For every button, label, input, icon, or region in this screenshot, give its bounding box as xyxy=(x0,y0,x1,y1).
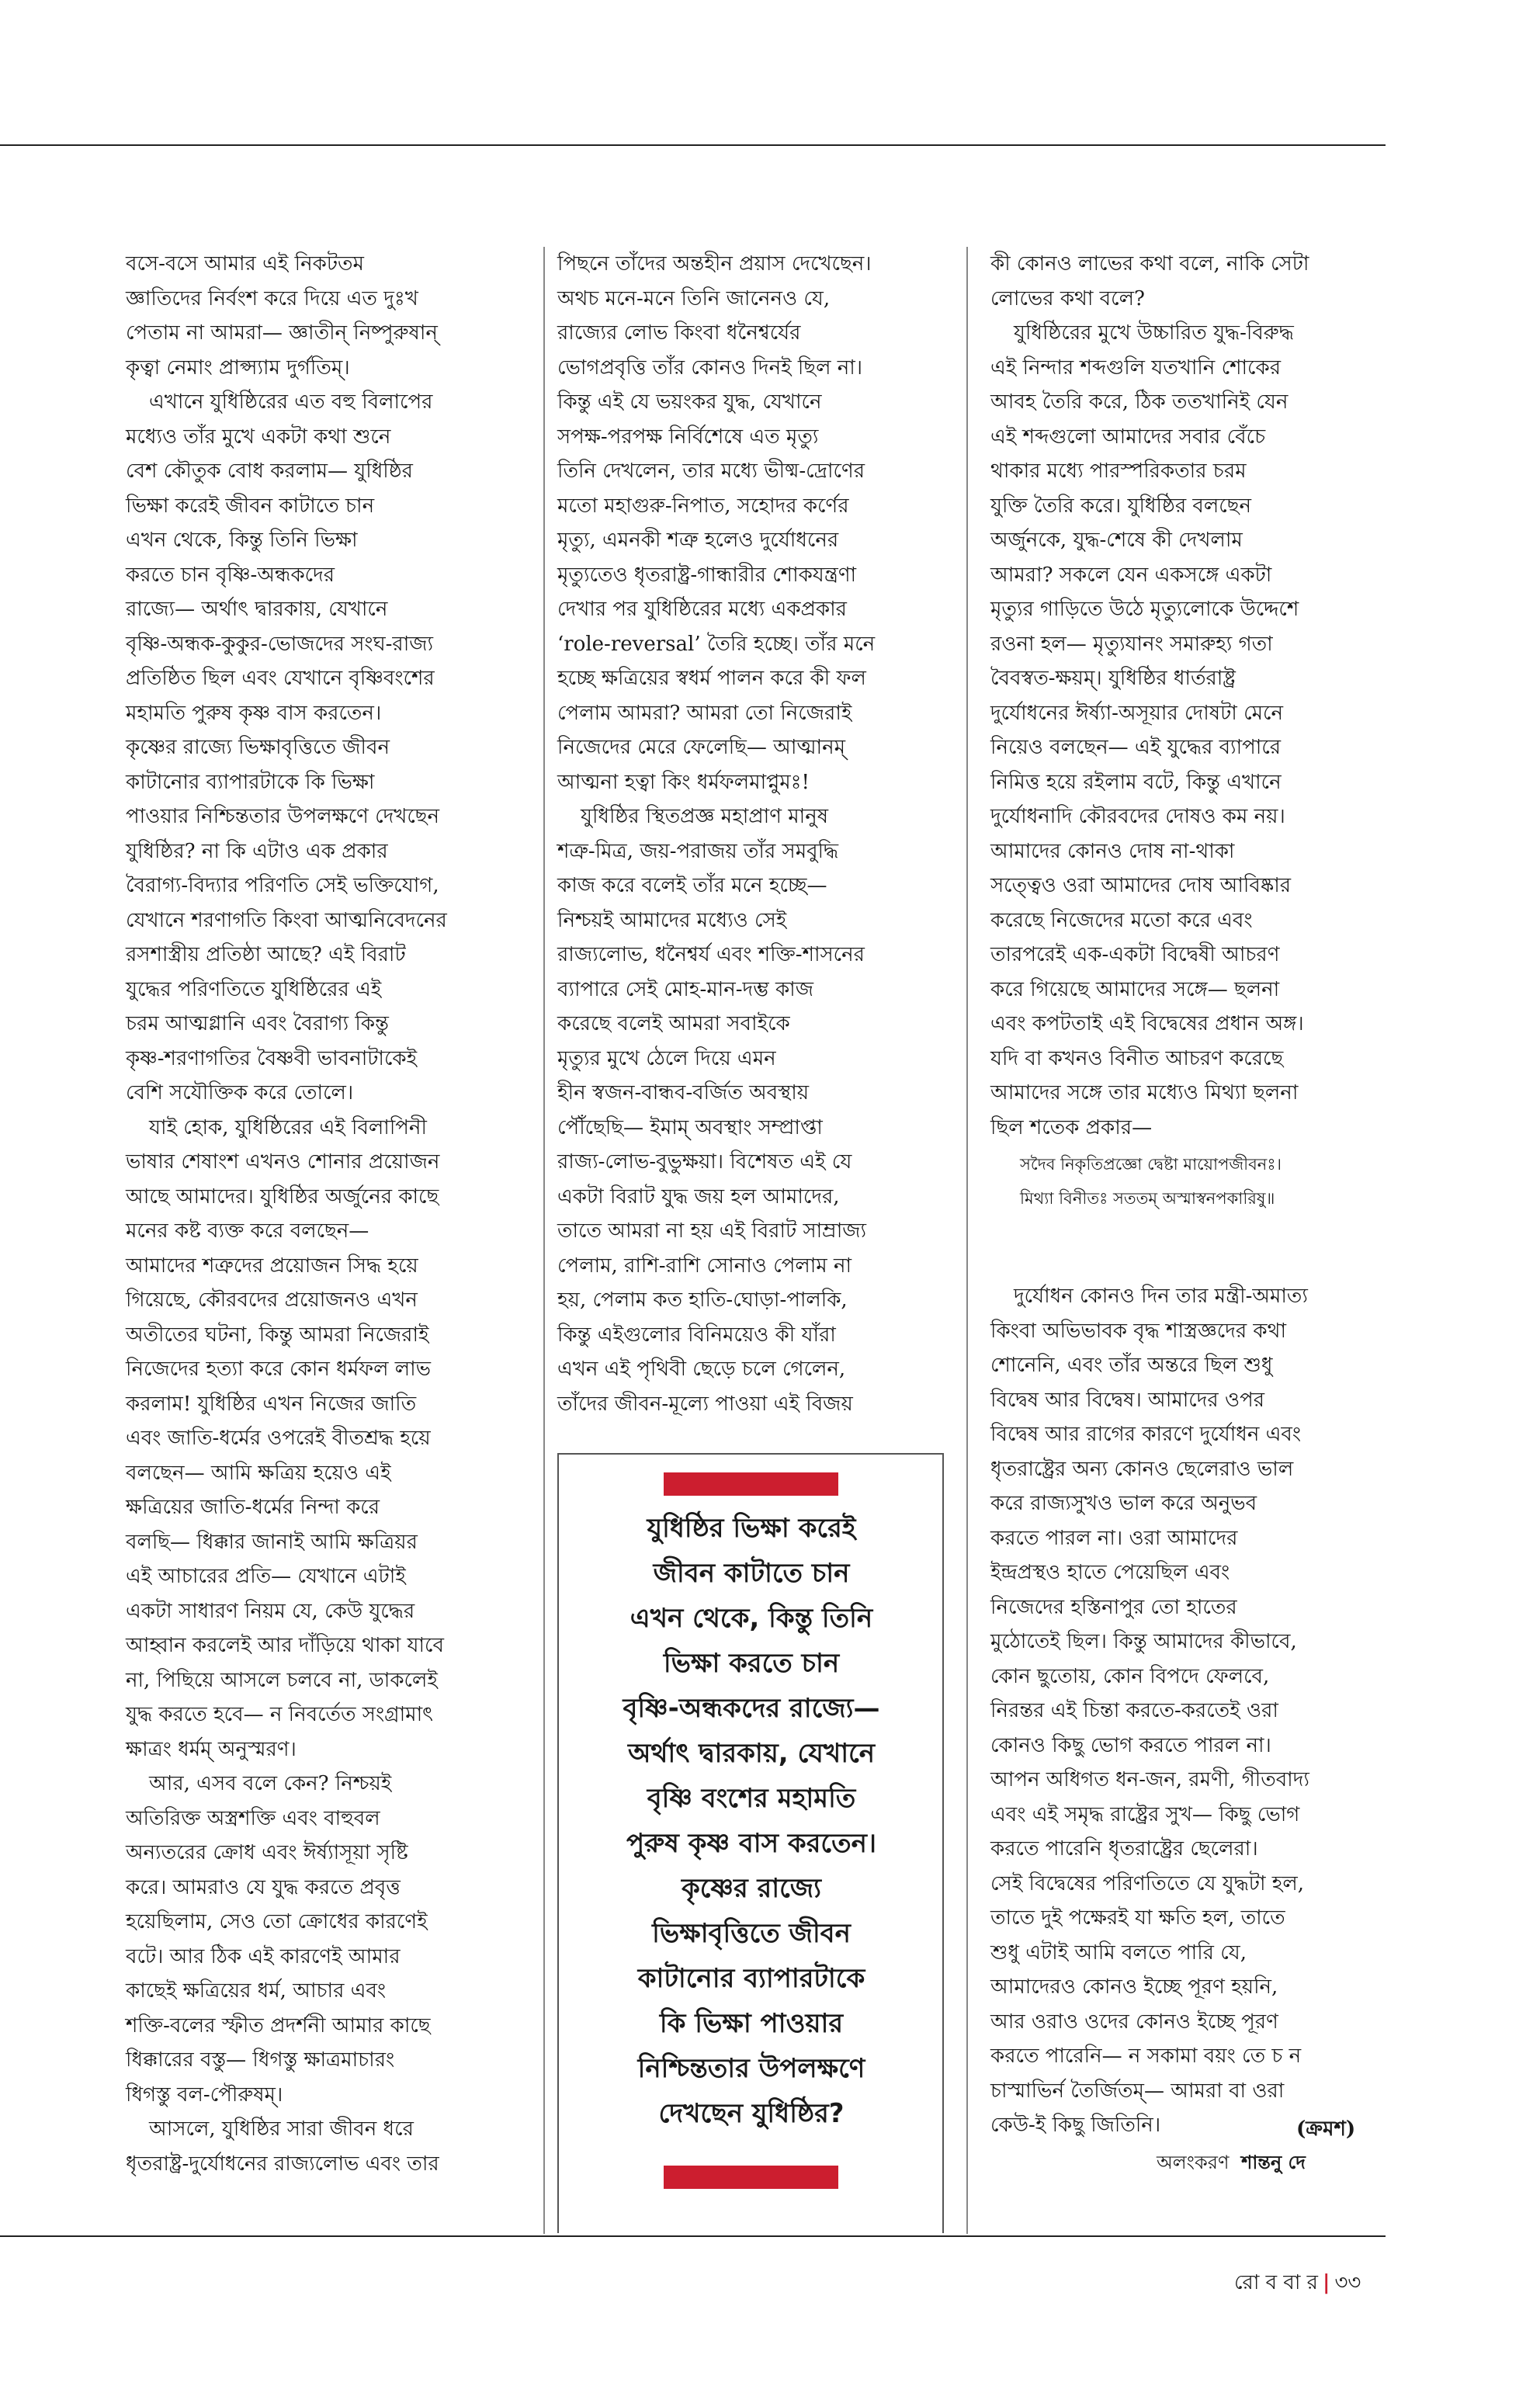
text-line: ক্ষাত্রং ধর্মম্ অনুস্মরণ। xyxy=(126,1737,297,1761)
text-line: নিশ্চয়ই আমাদের মধ্যেও সেই xyxy=(557,908,787,932)
text-line: অথচ মনে-মনে তিনি জানেনও যে, xyxy=(557,286,831,310)
text-line: অতিরিক্ত অস্ত্রশক্তি এবং বাহুবল xyxy=(126,1806,380,1830)
text-line: আমাদের সঙ্গে তার মধ্যেও মিথ্যা ছলনা xyxy=(990,1081,1299,1105)
text-line: করতে চান বৃষ্ণি-অন্ধকদের xyxy=(126,563,335,587)
text-line: যেখানে শরণাগতি কিংবা আত্মনিবেদনের xyxy=(126,908,447,932)
article-column-2 xyxy=(557,247,945,1421)
text-line: এই শব্দগুলো আমাদের সবার বেঁচে xyxy=(990,425,1266,449)
text-line: কিংবা অভিভাবক বৃদ্ধ শাস্ত্রজ্ঞদের কথা xyxy=(990,1319,1286,1343)
text-line: এই নিন্দার শব্দগুলি যতখানি শোকের xyxy=(990,355,1282,380)
text-line: করে। আমরাও যে যুদ্ধ করতে প্রবৃত্ত xyxy=(126,1875,401,1899)
text-line: রাজ্যের লোভ কিংবা ধনৈশ্বর্যের xyxy=(557,321,801,345)
text-line: নিজেদের হত্যা করে কোন ধর্মফল লাভ xyxy=(126,1358,432,1381)
text-line: সত্ত্বেও ওরা আমাদের দোষ আবিষ্কার xyxy=(990,874,1292,897)
pull-quote-line: কাটানোর ব্যাপারটাকে xyxy=(637,1963,865,1994)
text-line: রাজ্য-লোভ-বুভুক্ষয়া। বিশেষত এই যে xyxy=(557,1150,852,1174)
text-line: না, পিছিয়ে আসলে চলবে না, ডাকলেই xyxy=(126,1668,438,1692)
article-column-1 xyxy=(126,247,514,2181)
text-line: রাজ্যে— অর্থাৎ দ্বারকায়, যেখানে xyxy=(126,598,388,621)
pull-quote-line: কি ভিক্ষা পাওয়ার xyxy=(659,2008,844,2039)
text-line: ধিগস্তু বল-পৌরুষম্। xyxy=(126,2083,283,2107)
text-line: সেই বিদ্বেষের পরিণতিতে যে যুদ্ধটা হল, xyxy=(990,1871,1305,1895)
text-line: আর ওরাও ওদের কোনও ইচ্ছে পূরণ xyxy=(990,2010,1278,2034)
text-line: পেতাম না আমরা— জ্ঞাতীন্ নিষ্পুরুষান্ xyxy=(126,321,438,345)
text-line: আসলে, যুধিষ্ঠির সারা জীবন ধরে xyxy=(149,2117,414,2141)
text-line: ক্ষত্রিয়ের জাতি-ধর্মের নিন্দা করে xyxy=(126,1496,380,1519)
page-number: ৩৩ xyxy=(1334,2271,1361,2294)
text-line: থাকার মধ্যে পারস্পরিকতার চরম xyxy=(990,460,1247,483)
text-line: করেছে বলেই আমরা সবাইকে xyxy=(557,1012,790,1035)
text-line: প্রতিষ্ঠিত ছিল এবং যেখানে বৃষ্ণিবংশের xyxy=(126,667,435,690)
text-line: মৃত্যুর মুখে ঠেলে দিয়ে এমন xyxy=(557,1046,776,1070)
text-line: তাতে দুই পক্ষেরই যা ক্ষতি হল, তাতে xyxy=(990,1906,1285,1930)
top-rule xyxy=(0,144,1386,146)
text-line: যাই হোক, যুধিষ্ঠিরের এই বিলাপিনী xyxy=(149,1115,427,1139)
text-line: রওনা হল— মৃত্যুযানং সমারুহ্য গতা xyxy=(990,632,1273,656)
text-line: শত্রু-মিত্র, জয়-পরাজয় তাঁর সমবুদ্ধি xyxy=(557,839,839,863)
text-line: বটে। আর ঠিক এই কারণেই আমার xyxy=(126,1944,401,1968)
bottom-rule xyxy=(0,2235,1386,2237)
text-line: আমাদের কোনও দোষ না-থাকা xyxy=(990,839,1235,863)
text-line: এবং কপটতাই এই বিদ্বেষের প্রধান অঙ্গ। xyxy=(990,1012,1304,1035)
text-line: কাছেই ক্ষত্রিয়ের ধর্ম, আচার এবং xyxy=(126,1979,387,2003)
text-line: দুর্যোধন কোনও দিন তার মন্ত্রী-অমাত্য xyxy=(1014,1285,1308,1308)
text-line: একটা বিরাট যুদ্ধ জয় হল আমাদের, xyxy=(557,1184,840,1209)
text-line: বেশি সযৌক্তিক করে তোলে। xyxy=(126,1081,354,1105)
folio xyxy=(1234,2266,1361,2301)
pull-quote-line: ভিক্ষাবৃত্তিতে জীবন xyxy=(652,1918,851,1949)
text-line: ভোগপ্রবৃত্তি তাঁর কোনও দিনই ছিল না। xyxy=(557,355,863,380)
text-line: নিয়েও বলছেন— এই যুদ্ধের ব্যাপারে xyxy=(990,736,1282,759)
text-line: করে গিয়েছে আমাদের সঙ্গে— ছলনা xyxy=(990,977,1280,1001)
text-line: বলছেন— আমি ক্ষত্রিয় হয়েও এই xyxy=(126,1461,391,1485)
text-line: ভিক্ষা করেই জীবন কাটাতে চান xyxy=(126,494,375,518)
text-line: বৃষ্ণি-অন্ধক-কুকুর-ভোজদের সংঘ-রাজ্য xyxy=(126,632,434,656)
text-line: সপক্ষ-পরপক্ষ নির্বিশেষে এত মৃত্যু xyxy=(557,425,819,449)
text-line: আমাদের শত্রুদের প্রয়োজন সিদ্ধ হয়ে xyxy=(126,1254,418,1278)
text-line: করলাম! যুধিষ্ঠির এখন নিজের জাতি xyxy=(126,1392,417,1416)
text-line: যুধিষ্ঠিরের মুখে উচ্চারিত যুদ্ধ-বিরুদ্ধ xyxy=(1014,321,1294,345)
text-line: পৌঁছেছি— ইমাম্ অবস্থাং সম্প্রাপ্তা xyxy=(557,1115,823,1139)
text-line: নিমিত্ত হয়ে রইলাম বটে, কিন্তু এখানে xyxy=(990,770,1282,794)
text-line: কিন্তু এই যে ভয়ংকর যুদ্ধ, যেখানে xyxy=(557,390,822,414)
text-line: হচ্ছে ক্ষত্রিয়ের স্বধর্ম পালন করে কী ফল xyxy=(557,667,866,690)
text-line: শোনেনি, এবং তাঁর অন্তরে ছিল শুধু xyxy=(990,1354,1273,1377)
text-line: এখন এই পৃথিবী ছেড়ে চলে গেলেন, xyxy=(557,1358,846,1381)
text-line: ধৃতরাষ্ট্রের অন্য কোনও ছেলেরাও ভাল xyxy=(990,1457,1294,1481)
pull-quote-line: যুধিষ্ঠির ভিক্ষা করেই xyxy=(647,1513,856,1544)
text-line: তাঁদের জীবন-মূল্যে পাওয়া এই বিজয় xyxy=(557,1392,853,1416)
text-line: বিদ্বেষ আর বিদ্বেষ। আমাদের ওপর xyxy=(990,1388,1265,1412)
text-line: আমরা? সকলে যেন একসঙ্গে একটা xyxy=(990,563,1272,587)
text-line: যুক্তি তৈরি করে। যুধিষ্ঠির বলছেন xyxy=(990,494,1251,518)
verse-line: সদৈব নিকৃতিপ্রজ্ঞো দ্বেষ্টা মায়োপজীবনঃ। xyxy=(1020,1155,1282,1174)
text-line: অন্যতরের ক্রোধ এবং ঈর্ষ্যাসূয়া সৃষ্টি xyxy=(126,1841,408,1864)
text-line: লোভের কথা বলে? xyxy=(990,286,1145,310)
text-line: কৃষ্ণ-শরণাগতির বৈষ্ণবী ভাবনাটাকেই xyxy=(126,1046,418,1070)
text-line: নিজেদের মেরে ফেলেছি— আত্মানম্ xyxy=(557,736,846,759)
pull-quote-bottom-bar xyxy=(664,2166,838,2189)
text-line: মৃত্যু, এমনকী শত্রু হলেও দুর্যোধনের xyxy=(557,529,839,552)
text-line: আমাদেরও কোনও ইচ্ছে পূরণ হয়নি, xyxy=(990,1975,1278,1999)
text-line: তাতে আমরা না হয় এই বিরাট সাম্রাজ্য xyxy=(557,1219,867,1243)
column-divider xyxy=(966,247,968,2234)
text-line: কৃষ্ণের রাজ্যে ভিক্ষাবৃত্তিতে জীবন xyxy=(126,736,390,759)
text-line: চাস্মাভির্ন তৈর্জিতম্— আমরা বা ওরা xyxy=(990,2079,1285,2103)
text-line: কেউ-ই কিছু জিতিনি। xyxy=(990,2114,1161,2137)
text-line: আবহ তৈরি করে, ঠিক ততখানিই যেন xyxy=(990,390,1289,414)
article-column-3-continued xyxy=(990,1279,1379,2143)
text-line: নিরন্তর এই চিন্তা করতে-করতেই ওরা xyxy=(990,1699,1278,1722)
illustration-credit xyxy=(1157,2148,1306,2180)
text-line: ‘role-reversal’ তৈরি হচ্ছে। তাঁর মনে xyxy=(557,632,876,656)
credit-label: অলংকরণ xyxy=(1157,2152,1230,2173)
text-line: এখন থেকে, কিন্তু তিনি ভিক্ষা xyxy=(126,529,358,552)
pull-quote-line: এখন থেকে, কিন্তু তিনি xyxy=(630,1603,873,1634)
pull-quote xyxy=(574,1506,928,2136)
article-column-3 xyxy=(990,247,1379,1145)
text-line: মতো মহাগুরু-নিপাত, সহোদর কর্ণের xyxy=(557,494,849,518)
text-line: করতে পারেনি— ন সকামা বয়ং তে চ ন xyxy=(990,2044,1302,2068)
pull-quote-line: বৃষ্ণি-অন্ধকদের রাজ্যে— xyxy=(623,1693,880,1724)
magazine-name: রো ব বা র xyxy=(1234,2271,1318,2294)
text-line: মহামতি পুরুষ কৃষ্ণ বাস করতেন। xyxy=(126,701,382,725)
text-line: পিছনে তাঁদের অন্তহীন প্রয়াস দেখেছেন। xyxy=(557,252,872,276)
text-line: হীন স্বজন-বান্ধব-বর্জিত অবস্থায় xyxy=(557,1081,810,1105)
text-line: করতে পারল না। ওরা আমাদের xyxy=(990,1526,1238,1550)
pull-quote-line: ভিক্ষা করতে চান xyxy=(663,1648,840,1679)
text-line: আছে আমাদের। যুধিষ্ঠির অর্জুনের কাছে xyxy=(126,1184,439,1209)
text-line: বসে-বসে আমার এই নিকটতম xyxy=(126,252,364,276)
text-line: পাওয়ার নিশ্চিন্ততার উপলক্ষণে দেখছেন xyxy=(126,805,440,828)
text-line: করতে পারেনি ধৃতরাষ্ট্রের ছেলেরা। xyxy=(990,1837,1258,1861)
text-line: হয়েছিলাম, সেও তো ক্রোধের কারণেই xyxy=(126,1910,428,1933)
text-line: এবং জাতি-ধর্মের ওপরেই বীতশ্রদ্ধ হয়ে xyxy=(126,1427,431,1450)
text-line: দেখার পর যুধিষ্ঠিরের মধ্যে একপ্রকার xyxy=(557,598,847,621)
text-line: শক্তি-বলের স্ফীত প্রদর্শনী আমার কাছে xyxy=(126,2013,431,2038)
text-line: যুদ্ধ করতে হবে— ন নিবর্তেত সংগ্রামাৎ xyxy=(126,1703,434,1726)
text-line: কাজ করে বলেই তাঁর মনে হচ্ছে— xyxy=(557,874,827,897)
text-line: নিজেদের হস্তিনাপুর তো হাতের xyxy=(990,1595,1237,1619)
text-line: তারপরেই এক-একটা বিদ্বেষী আচরণ xyxy=(990,943,1280,966)
serial-continued-label: (ক্রমশ) xyxy=(1296,2117,1356,2141)
text-line: এই আচারের প্রতি— যেখানে এটাই xyxy=(126,1565,406,1588)
text-line: আত্মনা হত্বা কিং ধর্মফলমাপ্নুমঃ! xyxy=(557,770,810,794)
pull-quote-line: অর্থাৎ দ্বারকায়, যেখানে xyxy=(627,1738,876,1769)
text-line: ব্যাপারে সেই মোহ-মান-দম্ভ কাজ xyxy=(557,977,813,1001)
text-line: তিনি দেখলেন, তার মধ্যে ভীষ্ম-দ্রোণের xyxy=(557,460,865,483)
pull-quote-top-bar xyxy=(664,1472,838,1496)
text-line: মুঠোতেই ছিল। কিন্তু আমাদের কীভাবে, xyxy=(990,1630,1297,1653)
text-line: করেছে নিজেদের মতো করে এবং xyxy=(990,908,1253,932)
text-line: এখানে যুধিষ্ঠিরের এত বহু বিলাপের xyxy=(149,390,433,414)
text-line: ধিক্কারের বস্তু— ধিগস্তু ক্ষাত্রমাচারং xyxy=(126,2048,395,2072)
pull-quote-line: পুরুষ কৃষ্ণ বাস করতেন। xyxy=(626,1828,877,1859)
text-line: বেশ কৌতুক বোধ করলাম— যুধিষ্ঠির xyxy=(126,460,413,483)
text-line: বৈরাগ্য-বিদ্যার পরিণতি সেই ভক্তিযোগ, xyxy=(126,874,439,897)
text-line: কোন ছুতোয়, কোন বিপদে ফেলবে, xyxy=(990,1664,1270,1688)
text-line: এবং এই সমৃদ্ধ রাষ্ট্রের সুখ— কিছু ভোগ xyxy=(990,1802,1300,1826)
text-line: রসশাস্ত্রীয় প্রতিষ্ঠা আছে? এই বিরাট xyxy=(126,943,406,966)
text-line: দুর্যোধনাদি কৌরবদের দোষও কম নয়। xyxy=(990,805,1285,828)
text-line: ধৃতরাষ্ট্র-দুর্যোধনের রাজ্যলোভ এবং তার xyxy=(126,2152,439,2176)
text-line: আপন অধিগত ধন-জন, রমণী, গীতবাদ্য xyxy=(990,1768,1309,1791)
pull-quote-line: বৃষ্ণি বংশের মহামতি xyxy=(647,1783,856,1814)
text-line: অতীতের ঘটনা, কিন্তু আমরা নিজেরাই xyxy=(126,1323,429,1347)
pull-quote-line: জীবন কাটাতে চান xyxy=(653,1558,850,1589)
text-line: মনের কষ্ট ব্যক্ত করে বলছেন— xyxy=(126,1219,369,1243)
text-line: আহ্বান করলেই আর দাঁড়িয়ে থাকা যাবে xyxy=(126,1634,444,1657)
text-line: পেলাম, রাশি-রাশি সোনাও পেলাম না xyxy=(557,1254,852,1278)
text-line: জ্ঞাতিদের নির্বংশ করে দিয়ে এত দুঃখ xyxy=(126,286,418,310)
text-line: পেলাম আমরা? আমরা তো নিজেরাই xyxy=(557,701,852,725)
text-line: ছিল শতেক প্রকার— xyxy=(990,1115,1153,1139)
text-line: যুধিষ্ঠির? না কি এটাও এক প্রকার xyxy=(126,839,388,863)
text-line: মধ্যেও তাঁর মুখে একটা কথা শুনে xyxy=(126,425,391,449)
text-line: চরম আত্মগ্লানি এবং বৈরাগ্য কিন্তু xyxy=(126,1012,389,1035)
text-line: কী কোনও লাভের কথা বলে, নাকি সেটা xyxy=(990,252,1309,276)
text-line: কিন্তু এইগুলোর বিনিময়েও কী যাঁরা xyxy=(557,1323,836,1347)
text-line: বিদ্বেষ আর রাগের কারণে দুর্যোধন এবং xyxy=(990,1423,1302,1446)
text-line: যদি বা কখনও বিনীত আচরণ করেছে xyxy=(990,1046,1284,1070)
text-line: মৃত্যুর গাড়িতে উঠে মৃত্যুলোকে উদ্দেশে xyxy=(990,598,1299,621)
text-line: করে রাজ্যসুখও ভাল করে অনুভব xyxy=(990,1492,1257,1515)
pull-quote-line: দেখছেন যুধিষ্ঠির? xyxy=(658,2098,845,2129)
text-line: কৃত্বা নেমাং প্রাপ্স্যাম দুর্গতিম্। xyxy=(126,355,350,380)
folio-separator: | xyxy=(1322,2271,1330,2294)
pull-quote-line: নিশ্চিন্ততার উপলক্ষণে xyxy=(637,2053,865,2084)
text-line: শুধু এটাই আমি বলতে পারি যে, xyxy=(990,1940,1247,1965)
text-line: দুর্যোধনের ঈর্ষ্যা-অসূয়ার দোষটা মেনে xyxy=(990,701,1284,725)
text-line: একটা সাধারণ নিয়ম যে, কেউ যুদ্ধের xyxy=(126,1599,415,1623)
verse-line: মিথ্যা বিনীতঃ সততম্ অস্মাস্বনপকারিষু॥ xyxy=(1020,1189,1275,1208)
text-line: বলছি— ধিক্কার জানাই আমি ক্ষত্রিয়র xyxy=(126,1530,418,1554)
text-line: রাজ্যলোভ, ধনৈশ্বর্য এবং শক্তি-শাসনের xyxy=(557,943,865,966)
credit-name: শান্তনু দে xyxy=(1241,2151,1306,2173)
column-divider xyxy=(543,247,545,2234)
text-line: অর্জুনকে, যুদ্ধ-শেষে কী দেখলাম xyxy=(990,529,1243,552)
sanskrit-verse xyxy=(1020,1147,1393,1216)
text-line: কাটানোর ব্যাপারটাকে কি ভিক্ষা xyxy=(126,770,375,794)
text-line: যুধিষ্ঠির স্থিতপ্রজ্ঞ মহাপ্রাণ মানুষ xyxy=(581,805,829,828)
text-line: কোনও কিছু ভোগ করতে পারল না। xyxy=(990,1733,1271,1757)
text-line: ভাষার শেষাংশ এখনও শোনার প্রয়োজন xyxy=(126,1150,440,1174)
text-line: ইন্দ্রপ্রস্থও হাতে পেয়েছিল এবং xyxy=(990,1561,1230,1584)
text-line: গিয়েছে, কৌরবদের প্রয়োজনও এখন xyxy=(126,1288,418,1312)
pull-quote-line: কৃষ্ণের রাজ্যে xyxy=(681,1873,822,1904)
text-line: যুদ্ধের পরিণতিতে যুধিষ্ঠিরের এই xyxy=(126,977,382,1001)
text-line: বৈবস্বত-ক্ষয়ম্। যুধিষ্ঠির ধার্তরাষ্ট্র xyxy=(990,667,1236,690)
text-line: আর, এসব বলে কেন? নিশ্চয়ই xyxy=(149,1772,392,1795)
text-line: মৃত্যুতেও ধৃতরাষ্ট্র-গান্ধারীর শোকযন্ত্রণা xyxy=(557,563,857,587)
text-line: হয়, পেলাম কত হাতি-ঘোড়া-পালকি, xyxy=(557,1288,848,1312)
